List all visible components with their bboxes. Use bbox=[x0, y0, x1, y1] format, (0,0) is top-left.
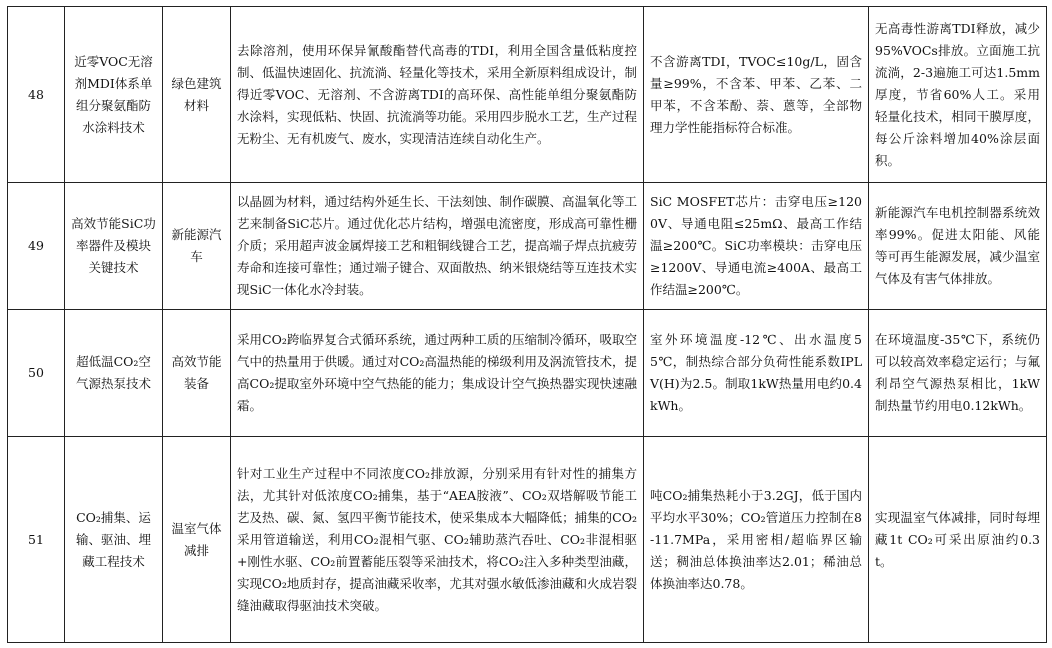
technology-name: 近零VOC无溶剂MDI体系单组分聚氨酯防水涂料技术 bbox=[65, 7, 163, 183]
technology-description: 以晶圆为材料，通过结构外延生长、干法刻蚀、制作碳膜、高温氧化等工艺来制备SiC芯片。通过优化芯片结构，增强电流密度，形成高可靠性栅介质；采用超声波金属焊接工艺和粗铜线键合工艺，提高端子焊点抗疲劳寿命和连接可靠性；通过端子键合、双面散热、纳米银烧结等互连技术实现SiC一体化水冷封装。 bbox=[231, 183, 644, 310]
technology-description: 去除溶剂，使用环保异氰酸酯替代高毒的TDI，利用全国含量低粘度控制、低温快速固化、抗流淌、轻量化等技术，采用全新原料组成设计，制得近零VOC、无溶剂、不含游离TDI的高环保、高性能单组分聚氨酯防水涂料，实现低粘、快固、抗流淌等功能。采用四步脱水工艺，生产过程无粉尘、无有机废气、废水，实现清洁连续自动化生产。 bbox=[231, 7, 644, 183]
technology-field: 绿色建筑材料 bbox=[163, 7, 231, 183]
technology-benefits: 新能源汽车电机控制器系统效率99%。促进太阳能、风能等可再生能源发展，减少温室气体及有害气体排放。 bbox=[869, 183, 1047, 310]
technology-benefits: 在环境温度-35℃下，系统仍可以较高效率稳定运行；与氟利昂空气源热泵相比，1kW制热量节约用电0.12kWh。 bbox=[869, 310, 1047, 437]
technology-table bbox=[7, 6, 1047, 643]
technology-description: 针对工业生产过程中不同浓度CO₂排放源，分别采用有针对性的捕集方法，尤其针对低浓度CO₂捕集，基于“AEA胺液”、CO₂双塔解吸节能工艺及热、碳、氮、氢四平衡节能技术，使采集成本大幅降低；捕集的CO₂采用管道输送，利用CO₂混相气驱、CO₂辅助蒸汽吞吐、CO₂非混相驱+刚性水驱、CO₂前置蓄能压裂等采油技术，将CO₂注入多种类型油藏，实现CO₂地质封存，提高油藏采收率，尤其对强水敏低渗油藏和火成岩裂缝油藏取得驱油技术突破。 bbox=[231, 437, 644, 643]
technology-benefits: 无高毒性游离TDI释放，减少95%VOCs排放。立面施工抗流淌，2-3遍施工可达1.5mm厚度，节省60%人工。采用轻量化技术，相同干膜厚度，每公斤涂料增加40%涂层面积。 bbox=[869, 7, 1047, 183]
technology-field: 新能源汽车 bbox=[163, 183, 231, 310]
technology-field: 温室气体减排 bbox=[163, 437, 231, 643]
table-row bbox=[8, 310, 1047, 437]
row-number: 51 bbox=[8, 437, 65, 643]
technology-name: 超低温CO₂空气源热泵技术 bbox=[65, 310, 163, 437]
technology-name: 高效节能SiC功率器件及模块关键技术 bbox=[65, 183, 163, 310]
technology-metrics: 吨CO₂捕集热耗小于3.2GJ，低于国内平均水平30%；CO₂管道压力控制在8-11.7MPa，采用密相/超临界区输送；稠油总体换油率达2.01；稀油总体换油率达0.78。 bbox=[644, 437, 869, 643]
technology-name: CO₂捕集、运输、驱油、埋藏工程技术 bbox=[65, 437, 163, 643]
table-row bbox=[8, 183, 1047, 310]
technology-metrics: SiC MOSFET芯片：击穿电压≥1200V、导通电阻≤25mΩ、最高工作结温≥200℃。SiC功率模块：击穿电压≥1200V、导通电流≥400A、最高工作结温≥200℃。 bbox=[644, 183, 869, 310]
technology-description: 采用CO₂跨临界复合式循环系统，通过两种工质的压缩制冷循环，吸取空气中的热量用于供暖。通过对CO₂高温热能的梯级利用及涡流管技术，提高CO₂提取室外环境中空气热能的能力；集成设计空气换热器实现快速融霜。 bbox=[231, 310, 644, 437]
technology-metrics: 不含游离TDI，TVOC≤10g/L，固含量≥99%，不含苯、甲苯、乙苯、二甲苯，不含苯酚、萘、蒽等，全部物理力学性能指标符合标准。 bbox=[644, 7, 869, 183]
technology-field: 高效节能装备 bbox=[163, 310, 231, 437]
table-row bbox=[8, 7, 1047, 183]
row-number: 49 bbox=[8, 183, 65, 310]
table-row bbox=[8, 437, 1047, 643]
technology-benefits: 实现温室气体减排，同时每埋藏1t CO₂可采出原油约0.3t。 bbox=[869, 437, 1047, 643]
row-number: 50 bbox=[8, 310, 65, 437]
row-number: 48 bbox=[8, 7, 65, 183]
technology-metrics: 室外环境温度-12℃、出水温度55℃，制热综合部分负荷性能系数IPLV(H)为2.5。制取1kW热量用电约0.4kWh。 bbox=[644, 310, 869, 437]
